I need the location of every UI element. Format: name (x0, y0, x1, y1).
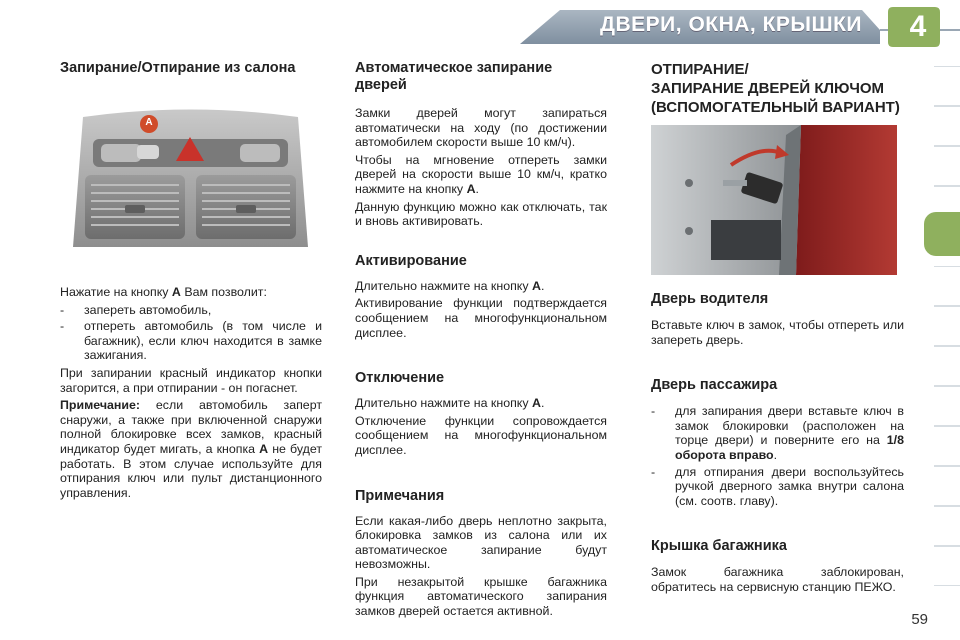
chapter-tab[interactable] (934, 266, 960, 306)
heading-notes: Примечания (355, 487, 445, 504)
heading-driver-door: Дверь водителя (651, 291, 769, 307)
list-item: - запереть автомобиль, (60, 303, 322, 318)
dashboard-vents-illustration (63, 97, 318, 257)
heading-interior-locking: Запирание/Отпирание из салона (60, 60, 296, 76)
driver-door-paragraph: Вставьте ключ в замок, чтобы отпереть или запереть дверь. (651, 318, 904, 347)
chapter-title: ДВЕРИ, ОКНА, КРЫШКИ (600, 13, 862, 36)
chapter-tab[interactable] (934, 306, 960, 346)
key-a: A (171, 285, 181, 299)
momentary-unlock-paragraph: Чтобы на мгновение отпереть замки дверей на скорости выше 10 км/ч, кратко нажмите на кнопку A. (355, 152, 607, 196)
chapter-number: 4 (909, 10, 927, 43)
central-lock-button-photo (63, 97, 318, 257)
heading-key-locking: ОТПИРАНИЕ/ ЗАПИРАНИЕ ДВЕРЕЙ КЛЮЧОМ (ВСПОМОГАТЕЛЬНЫЙ ВАРИАНТ) (651, 61, 900, 116)
deactivation-confirm: Отключение функции сопровождается сообщением на многофункциональном дисплее. (355, 413, 607, 457)
chapter-tab[interactable] (934, 386, 960, 426)
notes-paragraph-2: При незакрытой крышке багажника функция автоматического запирания замков дверей остается активной. (355, 574, 607, 619)
list-item: - для запирания двери вставьте ключ в замок блокировки (расположен на торце двери) и поверните его на 1/8 оборота вправо. (651, 404, 904, 462)
heading-activation: Активирование (355, 252, 467, 269)
chapter-tabs (934, 66, 960, 626)
chapter-tab[interactable] (934, 546, 960, 586)
callout-label-a: A (145, 117, 153, 128)
heading-trunk-lid: Крышка багажника (651, 538, 787, 555)
heading-auto-locking: Автоматическое запирание дверей (355, 60, 553, 93)
intro-paragraph: Нажатие на кнопку A Вам позволит: (60, 285, 267, 299)
page-header (0, 0, 960, 50)
activation-step: Длительно нажмите на кнопку A. (355, 278, 545, 293)
heading-deactivation: Отключение (355, 370, 445, 387)
note-paragraph: Примечание: если автомобиль заперт снаружи, а также при включенной снаружи полной блокировке всех замков, красный индикатор будет мигать, а кнопка A не будет работать. В этом случае используйте для отпирания ключ или пульт дистанционного управления. (60, 398, 322, 500)
lock-options-list (60, 303, 322, 363)
notes-paragraph-1: Если какая-либо дверь неплотно закрыта, блокировка замков из салона или их автоматическое запирание будут невозможны. (355, 513, 607, 572)
page-number: 59 (911, 611, 928, 628)
column-key-locking (651, 60, 904, 598)
chapter-tab[interactable] (934, 66, 960, 106)
list-item: - отпереть автомобиль (в том числе и багажник), если ключ находится в замке зажигания. (60, 319, 322, 363)
indicator-paragraph: При запирании красный индикатор кнопки загорится, а при отпирании - он погаснет. (60, 365, 322, 395)
activation-confirm: Активирование функции подтверждается сообщением на многофункциональном дисплее. (355, 296, 607, 340)
auto-lock-paragraph: Замки дверей могут запираться автоматически на ходу (по достижении автомобилем скорости выше 10 км/ч). (355, 106, 607, 150)
list-item: - для отпирания двери воспользуйтесь ручкой дверного замка внутри салона (см. соотв. главу). (651, 465, 904, 509)
heading-passenger-door: Дверь пассажира (651, 377, 778, 394)
door-key-photo (651, 125, 897, 275)
chapter-tab[interactable] (934, 466, 960, 506)
chapter-tab[interactable] (934, 506, 960, 546)
chapter-tab[interactable] (934, 426, 960, 466)
chapter-tab[interactable] (934, 346, 960, 386)
column-auto-locking (355, 60, 607, 622)
chapter-tab[interactable] (934, 146, 960, 186)
chapter-tab-active[interactable] (924, 212, 960, 256)
passenger-door-list (651, 404, 904, 508)
column-interior-locking (60, 60, 322, 503)
trunk-lid-paragraph: Замок багажника заблокирован, обратитесь на сервисную станцию ПЕЖО. (651, 565, 904, 594)
chapter-tab[interactable] (934, 106, 960, 146)
deactivation-step: Длительно нажмите на кнопку A. (355, 396, 545, 411)
key-in-door-illustration (651, 125, 897, 275)
toggle-paragraph: Данную функцию можно как отключать, так и вновь активировать. (355, 199, 607, 229)
